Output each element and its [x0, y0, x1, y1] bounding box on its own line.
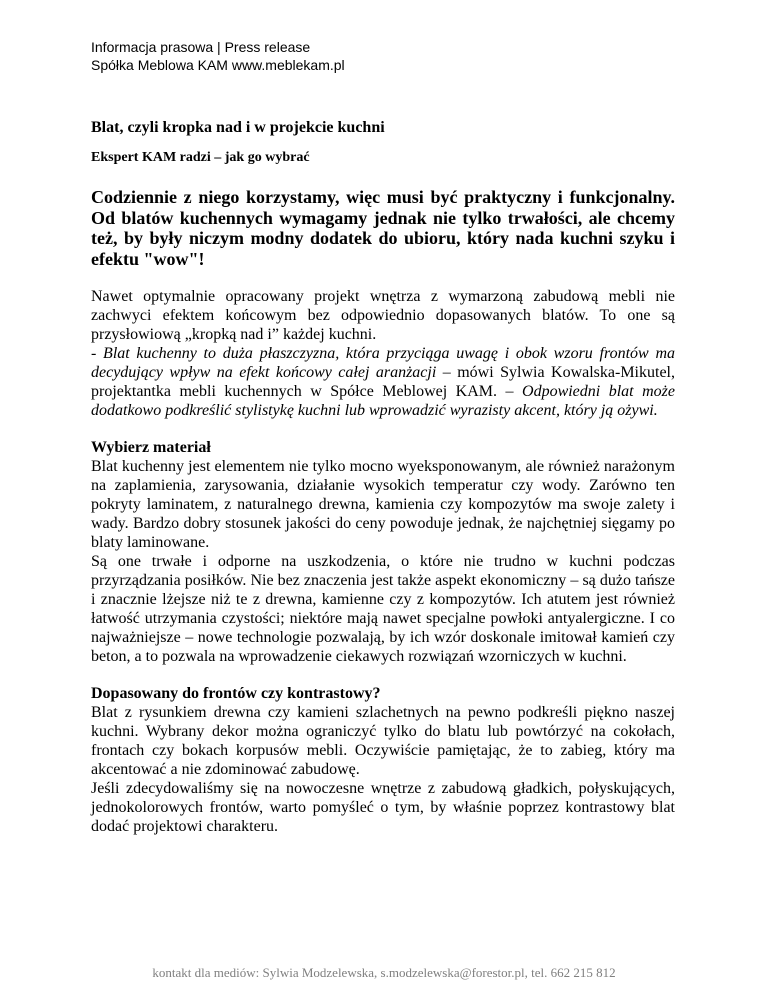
lead-paragraph: Codziennie z niego korzystamy, więc musi być praktyczny i funkcjonalny. Od blatów kuchennych wymagamy jednak nie tylko trwałości, ale chcemy też, by były niczym modny dodatek do ubioru, który nada kuchni szyku i efektu "wow"!	[91, 187, 675, 269]
document-body	[91, 118, 675, 836]
section-heading-material: Wybierz materiał	[91, 439, 211, 456]
quote-part-2: – Odpowiedni blat może dodatkowo podkreślić stylistykę kuchni lub wprowadzić wyrazisty akcent, który ją ożywi.	[91, 383, 675, 419]
section-contrast-paragraph-2: Jeśli zdecydowaliśmy się na nowoczesne wnętrze z zabudową gładkich, połyskujących, jednokolorowych frontów, warto pomyśleć o tym, by właśnie poprzez kontrastowy blat dodać projektowi charakteru.	[91, 780, 675, 835]
section-material-paragraph-2: Są one trwałe i odporne na uszkodzenia, o które nie trudno w kuchni podczas przyrządzania posiłków. Nie bez znaczenia jest także aspekt ekonomiczny – są dużo tańsze i znacznie lżejsze niż te z drewna, kamienne czy z kompozytów. Ich atutem jest również łatwość utrzymania czystości; niektóre mają nawet specjalne powłoki antyalergiczne. I co najważniejsze – nowe technologie pozwalają, by ich wzór doskonale imitował kamień czy beton, a to pozwala na wprowadzenie ciekawych rozwiązań wzorniczych w kuchni.	[91, 553, 675, 665]
section-contrast-paragraph-1: Blat z rysunkiem drewna czy kamieni szlachetnych na pewno podkreśli piękno naszej kuchni. Wybrany dekor można ograniczyć tylko do blatu lub powtórzyć na cokołach, frontach czy bokach korpusów mebli. Oczywiście pamiętając, że to zabieg, który ma akcentować a nie zdominować zabudowę.	[91, 704, 675, 778]
section-heading-contrast: Dopasowany do frontów czy kontrastowy?	[91, 685, 381, 702]
intro-paragraph: Nawet optymalnie opracowany projekt wnętrza z wymarzoną zabudową mebli nie zachwyci efektem końcowym bez odpowiednio dopasowanych blatów. To one są przysłowiową „kropką nad i” każdej kuchni.	[91, 288, 675, 343]
header-press-release: Informacja prasowa | Press release	[91, 39, 311, 55]
page-footer-contact: kontakt dla mediów: Sylwia Modzelewska, s.modzelewska@forestor.pl, tel. 662 215 812	[152, 965, 616, 980]
header-company: Spółka Meblowa KAM www.meblekam.pl	[91, 57, 345, 73]
quote-paragraph	[91, 344, 675, 420]
quote-part-1: - Blat kuchenny to duża płaszczyzna, która przyciąga uwagę i obok wzoru frontów ma decydujący wpływ na efekt końcowy całej aranżacji	[91, 345, 675, 381]
document-title: Blat, czyli kropka nad i w projekcie kuchni	[91, 119, 385, 136]
page-header	[91, 38, 345, 74]
quote-attribution: – mówi Sylwia Kowalska-Mikutel, projektantka mebli kuchennych w Spółce Meblowej KAM.	[91, 364, 675, 400]
document-subtitle: Ekspert KAM radzi – jak go wybrać	[91, 150, 310, 165]
section-material-paragraph-1: Blat kuchenny jest elementem nie tylko mocno wyeksponowanym, ale również narażonym na zaplamienia, zarysowania, działanie wysokich temperatur czy wody. Zarówno ten pokryty laminatem, z naturalnego drewna, kamienia czy kompozytów ma swoje zalety i wady. Bardzo dobry stosunek jakości do ceny powoduje jednak, że najchętniej sięgamy po blaty laminowane.	[91, 458, 675, 551]
